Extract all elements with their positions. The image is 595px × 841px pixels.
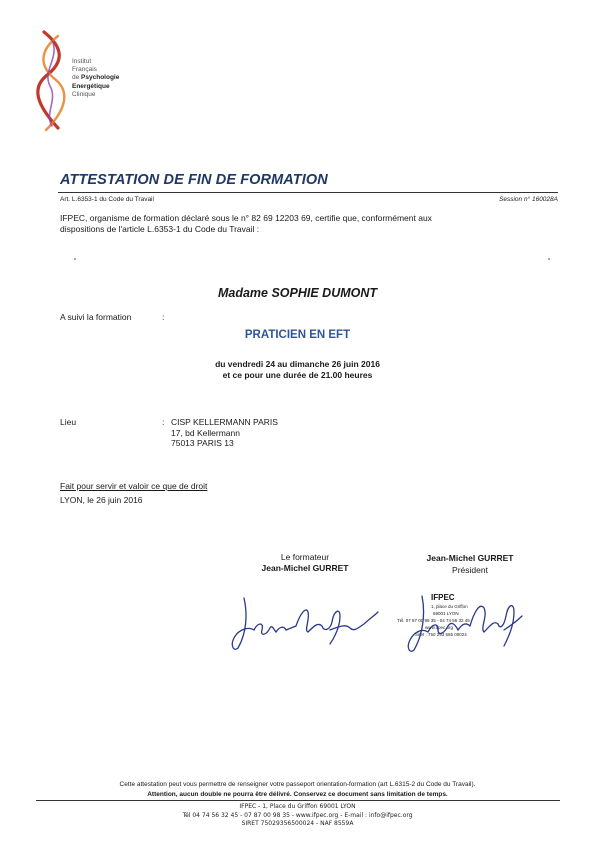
logo-line: Clinique [72,90,96,98]
trainer-label: Le formateur [280,552,330,562]
certification-line: dispositions de l'article L.6353-1 du Code du Travail : [60,224,260,234]
place-and-date: LYON, le 26 juin 2016 [60,495,143,505]
footer-note [0,780,595,800]
president-name: Jean-Michel GURRET [426,553,514,563]
president-label: Président [452,565,488,575]
stamp-line: 69001 LYON [433,611,459,616]
footer-divider [36,800,560,801]
logo-line-prefix: de [72,74,80,82]
president-signature-icon [400,586,530,658]
logo-line [72,74,119,82]
stamp-line: Tél. 07 87 00 98 35 - 04 74 56 32 45 [397,618,470,623]
footer-note-line: Cette attestation peut vous permettre de renseigner votre passeport orientation-formation (art L.6315-2 du Code du Travail). [119,781,476,788]
trainer-signature-icon [226,586,386,656]
stamp-line: www.ifpec.org [425,625,454,630]
scan-speck [74,258,76,260]
address-line: 17, bd Kellermann [171,427,240,438]
logo-line [72,83,119,91]
scan-speck [548,258,550,260]
certification-line: IFPEC, organisme de formation déclaré sous le n° 82 69 12203 69, certifie que, conformément aux [60,213,432,223]
session-number: Session n° 160028A [499,196,558,203]
formation-label: A suivi la formation [60,312,132,322]
validity-statement: Fait pour servir et valoir ce que de droit [60,481,208,491]
footer-siret-line: SIRET 75029356500024 - NAF 8559A [241,820,354,827]
footer-warning: Attention, aucun double ne pourra être délivré. Conservez ce document sans limitation de temps. [147,791,448,798]
stamp-line: 1, place du Griffon [431,604,468,609]
logo-line-bold: Energétique [72,82,110,90]
article-reference: Art. L.6353-1 du Code du Travail [60,196,154,203]
ifpec-logo-helix-icon [36,30,70,132]
logo-wordmark [72,58,119,99]
course-dates [0,359,595,381]
certification-paragraph [60,213,540,235]
formation-colon: : [162,312,165,322]
lieu-label: Lieu [60,417,77,427]
address-line: 75013 PARIS 13 [171,438,234,448]
president-block [405,552,535,576]
trainer-name: Jean-Michel GURRET [261,563,349,573]
trainer-block [230,552,380,574]
footer-address [0,803,595,829]
course-title: PRATICIEN EN EFT [244,329,351,341]
duration-line: et ce pour une durée de 21.00 heures [222,370,373,380]
stamp-title: IFPEC [431,593,455,602]
footer-address-line: IFPEC - 1, Place du Griffon 69001 LYON [239,803,356,810]
stamp-line: Siret : 750 293 565 00024 [415,632,467,637]
logo-line: Français [72,66,97,74]
logo-line-bold: Psychologie [81,74,120,82]
dates-line: du vendredi 24 au dimanche 26 juin 2016 [215,359,380,369]
title-divider [58,192,558,193]
footer-contact-line: Tél 04 74 56 32 45 - 07 87 00 98 35 - www.ifpec.org - E-mail : info@ifpec.org [182,811,413,819]
document-title: ATTESTATION DE FIN DE FORMATION [60,172,328,188]
address-line: CISP KELLERMANN PARIS [171,417,278,427]
trainee-name: Madame SOPHIE DUMONT [217,286,378,300]
lieu-colon: : [162,417,165,427]
logo-line: Institut [72,58,92,65]
training-address [171,417,278,449]
